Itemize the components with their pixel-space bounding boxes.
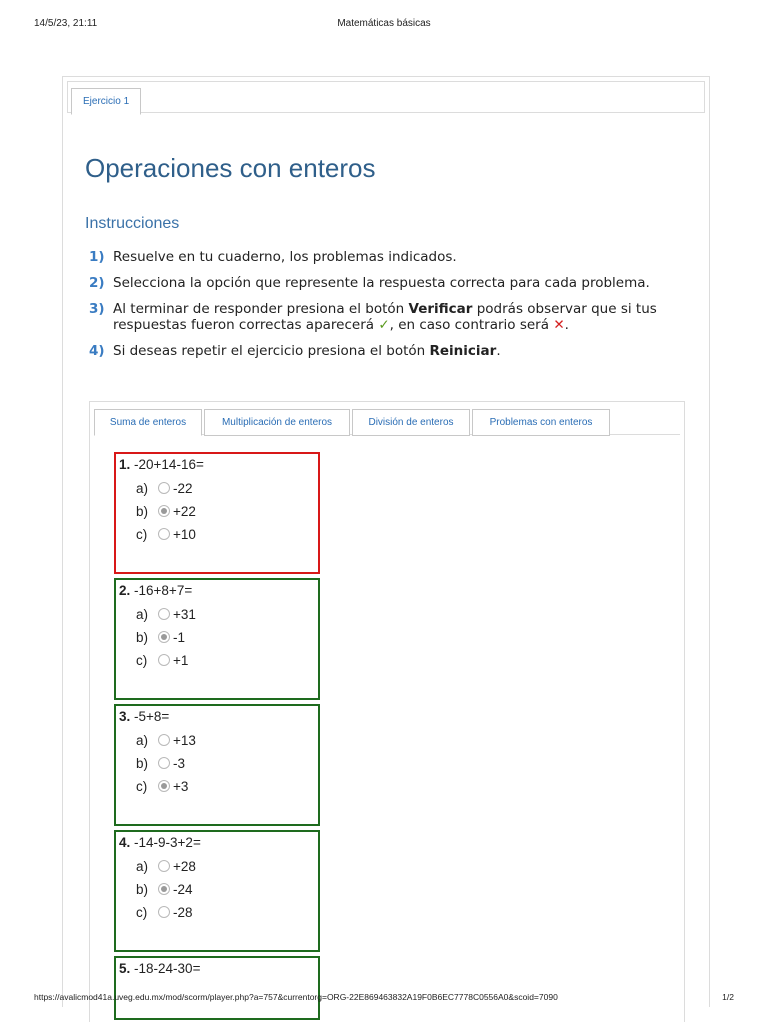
option-value: +10 bbox=[173, 527, 196, 542]
question-title bbox=[119, 709, 169, 724]
radio-button[interactable] bbox=[158, 860, 170, 872]
question-expression: -5+8= bbox=[134, 709, 170, 724]
radio-button[interactable] bbox=[158, 734, 170, 746]
question-title bbox=[119, 457, 204, 472]
question-number: 3. bbox=[119, 709, 131, 724]
check-icon: ✓ bbox=[378, 317, 390, 333]
option-letter: c) bbox=[136, 905, 148, 920]
radio-button[interactable] bbox=[158, 780, 170, 792]
option-value: -3 bbox=[173, 756, 186, 771]
answer-option[interactable] bbox=[136, 778, 188, 796]
option-letter: b) bbox=[136, 630, 149, 645]
answer-option[interactable] bbox=[136, 526, 196, 544]
instruction-item bbox=[89, 249, 689, 265]
question-card bbox=[114, 704, 320, 826]
option-value: +31 bbox=[173, 607, 196, 622]
answer-option[interactable] bbox=[136, 480, 193, 498]
print-url: https://avalicmod41a.uveg.edu.mx/mod/scorm/player.php?a=757&currentorg=ORG-22E869463832A19F0B6EC7778C0556A0&scoid=7090 bbox=[34, 992, 558, 1002]
question-number: 4. bbox=[119, 835, 131, 850]
option-letter: a) bbox=[136, 481, 149, 496]
question-card bbox=[114, 830, 320, 952]
tab-division-de-enteros[interactable]: División de enteros bbox=[352, 409, 470, 436]
radio-button[interactable] bbox=[158, 528, 170, 540]
instruction-item bbox=[89, 275, 689, 291]
question-number: 2. bbox=[119, 583, 131, 598]
tab-ejercicio-1[interactable]: Ejercicio 1 bbox=[71, 88, 141, 115]
answer-option[interactable] bbox=[136, 732, 196, 750]
print-datetime: 14/5/23, 21:11 bbox=[34, 18, 98, 29]
page-title: Operaciones con enteros bbox=[85, 153, 376, 183]
radio-button[interactable] bbox=[158, 757, 170, 769]
reiniciar-label: Reiniciar bbox=[429, 343, 497, 359]
radio-button[interactable] bbox=[158, 906, 170, 918]
tab-suma-de-enteros[interactable]: Suma de enteros bbox=[94, 409, 202, 436]
question-number: 5. bbox=[119, 961, 131, 976]
radio-button[interactable] bbox=[158, 482, 170, 494]
question-expression: -20+14-16= bbox=[134, 457, 204, 472]
radio-button[interactable] bbox=[158, 883, 170, 895]
option-value: +22 bbox=[173, 504, 196, 519]
option-value: -24 bbox=[173, 882, 193, 897]
print-header bbox=[0, 18, 768, 34]
instruction-text: Al terminar de responder presiona el botón Verificar podrás observar que si tus respuestas fueron correctas aparecerá ✓, en caso contrario será ✕. bbox=[113, 301, 657, 333]
answer-option[interactable] bbox=[136, 904, 193, 922]
option-value: +28 bbox=[173, 859, 196, 874]
option-letter: b) bbox=[136, 756, 149, 771]
radio-button[interactable] bbox=[158, 608, 170, 620]
question-expression: -14-9-3+2= bbox=[134, 835, 201, 850]
section-title: Instrucciones bbox=[85, 215, 180, 232]
verificar-label: Verificar bbox=[408, 301, 473, 317]
tab-multiplicacion-de-enteros[interactable]: Multiplicación de enteros bbox=[204, 409, 350, 436]
print-title: Matemáticas básicas bbox=[337, 18, 431, 29]
question-card bbox=[114, 956, 320, 1020]
instruction-item bbox=[89, 343, 689, 359]
radio-button[interactable] bbox=[158, 654, 170, 666]
option-value: -22 bbox=[173, 481, 193, 496]
option-value: +13 bbox=[173, 733, 196, 748]
answer-option[interactable] bbox=[136, 606, 196, 624]
cross-icon: ✕ bbox=[553, 317, 565, 333]
instructions-list bbox=[89, 249, 689, 369]
quiz-panel bbox=[89, 401, 685, 1022]
option-letter: b) bbox=[136, 882, 149, 897]
instruction-number: 1) bbox=[89, 249, 105, 265]
option-letter: c) bbox=[136, 527, 148, 542]
question-expression: -16+8+7= bbox=[134, 583, 193, 598]
question-number: 1. bbox=[119, 457, 131, 472]
option-value: +3 bbox=[173, 779, 189, 794]
option-letter: a) bbox=[136, 859, 149, 874]
option-letter: a) bbox=[136, 607, 149, 622]
radio-button[interactable] bbox=[158, 505, 170, 517]
answer-option[interactable] bbox=[136, 503, 196, 521]
answer-option[interactable] bbox=[136, 629, 185, 647]
question-title bbox=[119, 961, 200, 976]
option-letter: c) bbox=[136, 653, 148, 668]
topic-tabbar bbox=[94, 406, 680, 434]
option-letter: a) bbox=[136, 733, 149, 748]
tab-problemas-con-enteros[interactable]: Problemas con enteros bbox=[472, 409, 610, 436]
print-page-number: 1/2 bbox=[722, 992, 734, 1002]
option-value: -28 bbox=[173, 905, 193, 920]
exercise-tabbar bbox=[67, 81, 705, 113]
print-footer bbox=[0, 992, 768, 1006]
answer-option[interactable] bbox=[136, 755, 185, 773]
instruction-number: 3) bbox=[89, 301, 105, 317]
question-card bbox=[114, 452, 320, 574]
instruction-number: 4) bbox=[89, 343, 105, 359]
question-expression: -18-24-30= bbox=[134, 961, 201, 976]
question-title bbox=[119, 835, 201, 850]
scorm-frame bbox=[62, 76, 710, 1007]
radio-button[interactable] bbox=[158, 631, 170, 643]
instruction-text: Si deseas repetir el ejercicio presiona el botón Reiniciar. bbox=[113, 343, 501, 359]
option-letter: b) bbox=[136, 504, 149, 519]
instruction-item bbox=[89, 301, 689, 333]
answer-option[interactable] bbox=[136, 858, 196, 876]
option-value: +1 bbox=[173, 653, 189, 668]
answer-option[interactable] bbox=[136, 652, 188, 670]
question-card bbox=[114, 578, 320, 700]
instruction-number: 2) bbox=[89, 275, 105, 291]
option-value: -1 bbox=[173, 630, 186, 645]
answer-option[interactable] bbox=[136, 881, 193, 899]
instruction-text: Selecciona la opción que represente la respuesta correcta para cada problema. bbox=[113, 275, 650, 291]
instruction-text: Resuelve en tu cuaderno, los problemas indicados. bbox=[113, 249, 457, 265]
option-letter: c) bbox=[136, 779, 148, 794]
question-title bbox=[119, 583, 192, 598]
